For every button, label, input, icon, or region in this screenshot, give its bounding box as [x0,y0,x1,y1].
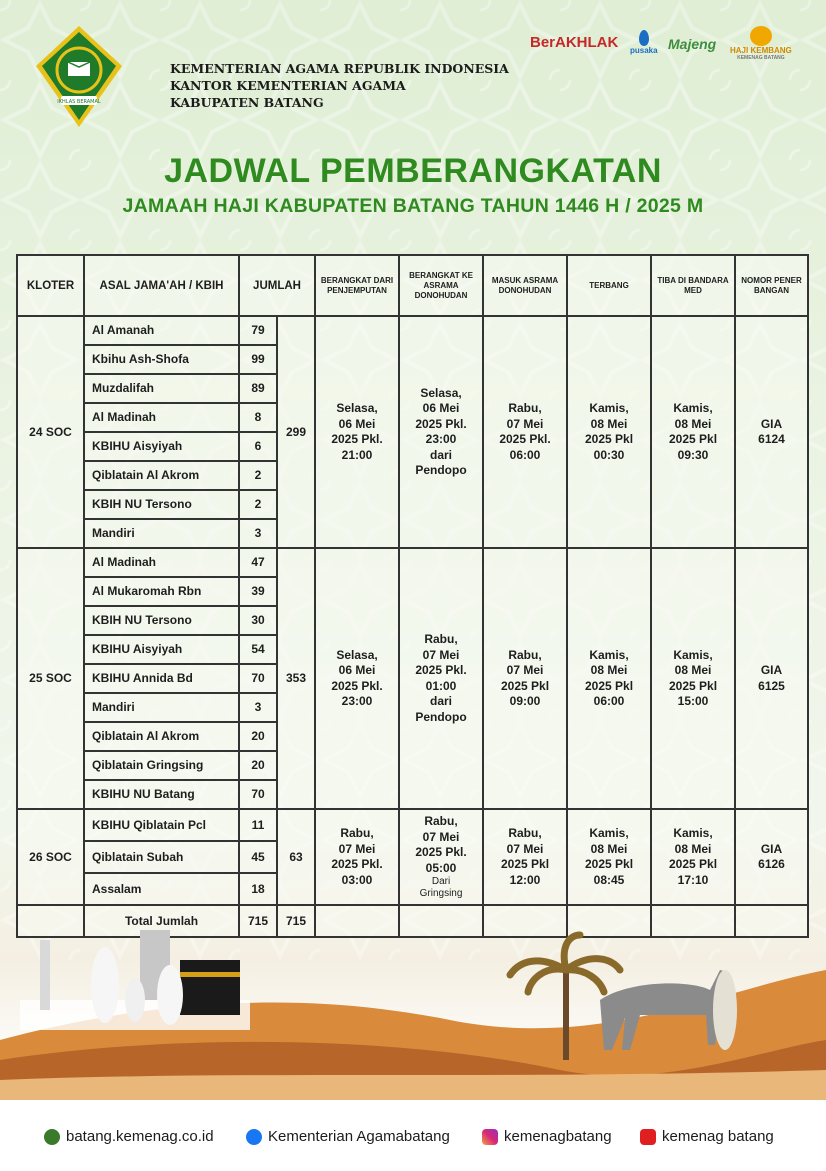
cell-asal: Qiblatain Al Akrom [84,461,239,490]
cell-jumlah-total: 63 [277,809,315,905]
pusaka-badge: pusaka [630,30,658,55]
cell-line: Pendopo [415,709,467,724]
cell-line: Selasa, [336,401,378,415]
cell-line: 2025 Pkl [500,678,550,693]
cell-asal: Al Madinah [84,548,239,577]
cell-line: 2025 Pkl. [415,416,467,431]
cell-line: 08 Mei [590,841,628,856]
cell-nomor-penerbangan [735,316,808,548]
cell-line: 09:30 [677,447,709,462]
cell-terbang [567,548,651,809]
cell-jumlah: 20 [239,722,277,751]
cell-kloter: 24 SOC [17,316,84,548]
cell-jumlah: 89 [239,374,277,403]
total-label: Total Jumlah [84,905,239,937]
page-subtitle: JAMAAH HAJI KABUPATEN BATANG TAHUN 1446 H / 2025 M [122,195,704,217]
header-nomor-penerbangan: NOMOR PENER BANGAN [735,255,808,316]
header-asal: ASAL JAMA'AH / KBIH [84,255,239,316]
cell-berangkat-asrama [399,809,483,905]
header-tiba-bandara: TIBA DI BANDARA MED [651,255,735,316]
cell-berangkat-asrama [399,316,483,548]
bee-icon [750,26,772,46]
cell-line: 15:00 [677,694,709,708]
cell-masuk-asrama [483,548,567,809]
cell-asal: Qiblatain Subah [84,841,239,873]
institution-line: KANTOR KEMENTERIAN AGAMA [170,78,406,93]
cell-jumlah: 8 [239,403,277,432]
cell-jumlah: 39 [239,577,277,606]
globe-icon [44,1129,60,1145]
cell-line: 08:45 [593,872,625,887]
header-berangkat-asrama: BERANGKAT KE ASRAMA DONOHUDAN [399,255,483,316]
cell-line: 08 Mei [674,841,712,856]
cell-line: Rabu, [424,632,458,646]
cell-tiba-bandara [651,316,735,548]
footer-facebook[interactable] [246,1128,450,1145]
cell-asal: Al Mukaromah Rbn [84,577,239,606]
cell-asal: Al Madinah [84,403,239,432]
cell-line: 06:00 [509,447,541,462]
cell-jumlah: 11 [239,809,277,841]
cell-line: Rabu, [508,647,542,662]
cell-line: GIA [760,416,783,431]
footer-website-label: batang.kemenag.co.id [66,1128,214,1145]
cell-asal: KBIHU Annida Bd [84,664,239,693]
institution-name [170,60,509,111]
cell-line: 2025 Pkl. [331,432,383,446]
cell-line: 09:00 [509,694,541,708]
footer-youtube-label: kemenag batang [662,1128,774,1145]
program-badges [530,22,810,72]
cell-asal: Mandiri [84,519,239,548]
cell-terbang [567,809,651,905]
cell-line: dari [430,447,453,462]
cell-terbang [567,316,651,548]
cell-kloter: 25 SOC [17,548,84,809]
cell-line: 00:30 [593,447,625,462]
cell-asal: KBIHU NU Batang [84,780,239,809]
cell-line: 07 Mei [506,416,544,431]
instagram-icon [482,1129,498,1145]
majeng-badge: Majeng [668,36,717,52]
cell-jumlah: 18 [239,873,277,905]
cell-jumlah: 70 [239,780,277,809]
header-berangkat-penjemputan: BERANGKAT DARI PENJEMPUTAN [315,255,399,316]
cell-line: 21:00 [341,447,373,462]
cell-jumlah: 20 [239,751,277,780]
footer-instagram[interactable] [482,1128,612,1145]
cell-line: dari [430,694,453,708]
cell-line: 2025 Pkl. [415,663,467,677]
cell-line: 07 Mei [422,647,460,662]
cell-line: 2025 Pkl [668,678,718,693]
footer-youtube[interactable] [640,1128,774,1145]
cell-line: Kamis, [673,826,713,840]
cell-line: 06 Mei [422,401,460,415]
cell-line: 6125 [758,678,785,693]
hajj-illustration [0,930,826,1100]
logo-text: IKHLAS BERAMAL [57,99,101,105]
cell-asal: Kbihu Ash-Shofa [84,345,239,374]
cell-line: 08 Mei [674,416,712,431]
cell-line: Selasa, [420,385,462,400]
cell-line: 01:00 [425,678,457,693]
cell-line: 2025 Pkl [500,857,550,871]
table-row [17,809,808,841]
cell-jumlah-total: 353 [277,548,315,809]
cell-asal: Assalam [84,873,239,905]
cell-asal: KBIH NU Tersono [84,606,239,635]
cell-line: 06 Mei [338,663,376,677]
cell-line: Kamis, [589,826,629,840]
footer [0,1120,826,1156]
cell-asal: KBIHU Qiblatain Pcl [84,809,239,841]
cell-berangkat-penjemputan [315,548,399,809]
cell-line: 6126 [758,857,785,871]
header-kloter: KLOTER [17,255,84,316]
cell-line: 23:00 [341,694,373,708]
cell-line: 07 Mei [506,663,544,677]
cell-asal: KBIHU Aisyiyah [84,635,239,664]
cell-tiba-bandara [651,548,735,809]
cell-line: 03:00 [341,872,373,887]
cell-line: 2025 Pkl [584,857,634,871]
cell-jumlah: 2 [239,461,277,490]
cell-line: 2025 Pkl. [415,845,467,859]
total-value: 715 [277,905,315,937]
cell-line: 08 Mei [674,663,712,677]
cell-asal: KBIHU Aisyiyah [84,432,239,461]
institution-line: KABUPATEN BATANG [170,95,324,110]
page-title: JADWAL PEMBERANGKATAN [164,152,662,190]
total-value: 715 [239,905,277,937]
cell-line: 2025 Pkl. [331,678,383,693]
cell-asal: KBIH NU Tersono [84,490,239,519]
hajikembang-badge: HAJI KEMBANG KEMENAG BATANG [730,26,792,61]
cell-line: Pendopo [415,463,467,477]
cell-line: Kamis, [589,401,629,415]
cell-jumlah: 2 [239,490,277,519]
header-jumlah: JUMLAH [239,255,315,316]
cell-line: Rabu, [508,401,542,415]
cell-jumlah: 6 [239,432,277,461]
cell-line: 2025 Pkl [584,432,634,446]
cell-jumlah: 54 [239,635,277,664]
cell-line: 08 Mei [590,663,628,677]
cell-berangkat-asrama [399,548,483,809]
cell-berangkat-penjemputan [315,316,399,548]
cell-asal: Qiblatain Al Akrom [84,722,239,751]
cell-jumlah-total: 299 [277,316,315,548]
berakhlak-badge: BerAKHLAK [530,34,619,51]
schedule-body [17,316,808,937]
cell-line: 08 Mei [590,416,628,431]
cell-jumlah: 30 [239,606,277,635]
cell-tiba-bandara [651,809,735,905]
cell-line: 06:00 [593,694,625,708]
table-row [17,316,808,345]
cell-nomor-penerbangan [735,809,808,905]
cell-asal: Al Amanah [84,316,239,345]
cell-asal: Mandiri [84,693,239,722]
header-terbang: TERBANG [567,255,651,316]
cell-line: Selasa, [336,647,378,662]
cell-line: Kamis, [673,647,713,662]
table-row [17,548,808,577]
cell-jumlah: 47 [239,548,277,577]
footer-facebook-label: Kementerian Agamabatang [268,1128,450,1145]
cell-line: Dari [431,876,451,887]
cell-line: 2025 Pkl. [499,432,551,446]
cell-berangkat-penjemputan [315,809,399,905]
cell-line: 17:10 [677,872,709,887]
cell-jumlah: 45 [239,841,277,873]
cell-jumlah: 70 [239,664,277,693]
institution-line: KEMENTERIAN AGAMA REPUBLIK INDONESIA [170,61,509,76]
cell-masuk-asrama [483,809,567,905]
cell-line: Rabu, [424,814,458,828]
cell-line: 23:00 [425,432,457,446]
cell-jumlah: 3 [239,693,277,722]
cell-line: 07 Mei [506,841,544,856]
cell-jumlah: 3 [239,519,277,548]
cell-line: Kamis, [589,647,629,662]
cell-line: Rabu, [508,826,542,840]
footer-website[interactable] [44,1128,214,1145]
drop-icon [639,30,649,46]
cell-asal: Muzdalifah [84,374,239,403]
cell-line: 07 Mei [422,829,460,844]
cell-line: 6124 [758,432,785,446]
cell-line: 2025 Pkl [668,432,718,446]
cell-line: GIA [760,663,783,677]
cell-line: GIA [760,841,783,856]
schedule-table [16,254,809,938]
header-masuk-asrama: MASUK ASRAMA DONOHUDAN [483,255,567,316]
cell-kloter: 26 SOC [17,809,84,905]
footer-instagram-label: kemenagbatang [504,1128,612,1145]
cell-jumlah: 79 [239,316,277,345]
cell-line: Gringsing [419,888,463,899]
cell-nomor-penerbangan [735,548,808,809]
cell-line: Rabu, [340,826,374,840]
cell-line: Kamis, [673,401,713,415]
cell-line: 06 Mei [338,416,376,431]
cell-line: 2025 Pkl. [331,857,383,871]
cell-line: 07 Mei [338,841,376,856]
cell-line: 2025 Pkl [668,857,718,871]
facebook-icon [246,1129,262,1145]
cell-line: 12:00 [509,872,541,887]
cell-jumlah: 99 [239,345,277,374]
cell-masuk-asrama [483,316,567,548]
cell-line: 05:00 [425,860,457,875]
kemenag-logo [34,24,124,129]
youtube-icon [640,1129,656,1145]
cell-asal: Qiblatain Gringsing [84,751,239,780]
cell-line: 2025 Pkl [584,678,634,693]
